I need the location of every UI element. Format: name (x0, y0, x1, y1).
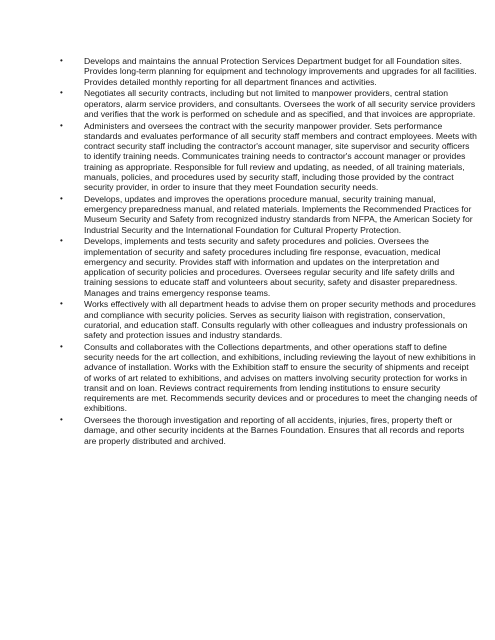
bullet-icon: • (60, 56, 63, 65)
list-item-text: Negotiates all security contracts, including but not limited to manpower providers, central station operators, alarm service providers, and consultants. Oversees the work of all security service providers and verifies that the work is performed on schedule and as specified, and that invoices are appropriate. (84, 88, 476, 119)
responsibilities-list (60, 56, 478, 447)
list-item (60, 121, 478, 193)
bullet-icon: • (60, 120, 63, 130)
list-item-text: Works effectively with all department heads to advise them on proper security methods and procedures and compliance with security policies. Serves as security liaison with registration, conservation, curatorial, and education staff. Consults regularly with other colleagues and industry professionals on safety and protection issues and industry standards. (84, 299, 476, 340)
list-item (60, 299, 478, 340)
list-item (60, 56, 478, 87)
list-item (60, 342, 478, 414)
list-item-text: Develops and maintains the annual Protection Services Department budget for all Foundation sites. Provides long-term planning for equipment and technology improvements and upgrades for all facilities. Provides detailed monthly reporting for all department finances and activities. (84, 56, 477, 87)
list-item-text: Consults and collaborates with the Collections departments, and other operations staff to define security needs for the art collection, and exhibitions, including reviewing the layout of new exhibitions in advance of installation. Works with the Exhibition staff to ensure the security of shipments and receipt of works of art related to exhibitions, and advises on matters involving security protection for works in transit and on loan. Reviews contract requirements from lending institutions to ensure security requirements are met. Recommends security devices and or procedures to meet the changing needs of exhibitions. (84, 341, 478, 414)
list-item (60, 415, 478, 446)
list-item (60, 236, 478, 298)
list-item-text: Administers and oversees the contract with the security manpower provider. Sets performance standards and evaluates performance of all security staff members and contract employees. Meets with contract security staff including the contractor's account manager, site supervisor and security officers to identify training needs. Communicates training needs to contractor's account manager or provides training as appropriate. Responsible for full review and updating, as needed, of all training materials, manuals, policies, and procedures used by security staff, including those provided by the contract security provider, in order to insure that they meet Foundation security needs. (84, 120, 477, 192)
bullet-icon: • (60, 236, 63, 246)
list-item-text: Develops, updates and improves the operations procedure manual, security training manual, emergency preparedness manual, and related materials. Implements the Recommended Practices for Museum Security and Safety from recognized industry standards from NFPA, the American Society for Industrial Security and the International Foundation for Cultural Property Protection. (84, 193, 473, 235)
bullet-icon: • (60, 299, 63, 309)
list-item-text: Develops, implements and tests security and safety procedures and policies. Oversees the implementation of security and safety procedures including fire response, evacuation, medical emergency and security. Provides staff with information and updates on the interpretation and application of security policies and procedures. Oversees regular security and life safety drills and training sessions to educate staff and volunteers about security, safety and disaster preparedness. Manages and trains emergency response teams. (84, 236, 458, 298)
bullet-icon: • (60, 193, 63, 203)
list-item (60, 88, 478, 119)
bullet-icon: • (60, 88, 63, 98)
bullet-icon: • (60, 341, 63, 351)
list-item (60, 194, 478, 235)
bullet-icon: • (60, 415, 63, 424)
list-item-text: Oversees the thorough investigation and reporting of all accidents, injuries, fires, property theft or damage, and other security incidents at the Barnes Foundation. Ensures that all records and reports are properly distributed and archived. (84, 415, 465, 446)
